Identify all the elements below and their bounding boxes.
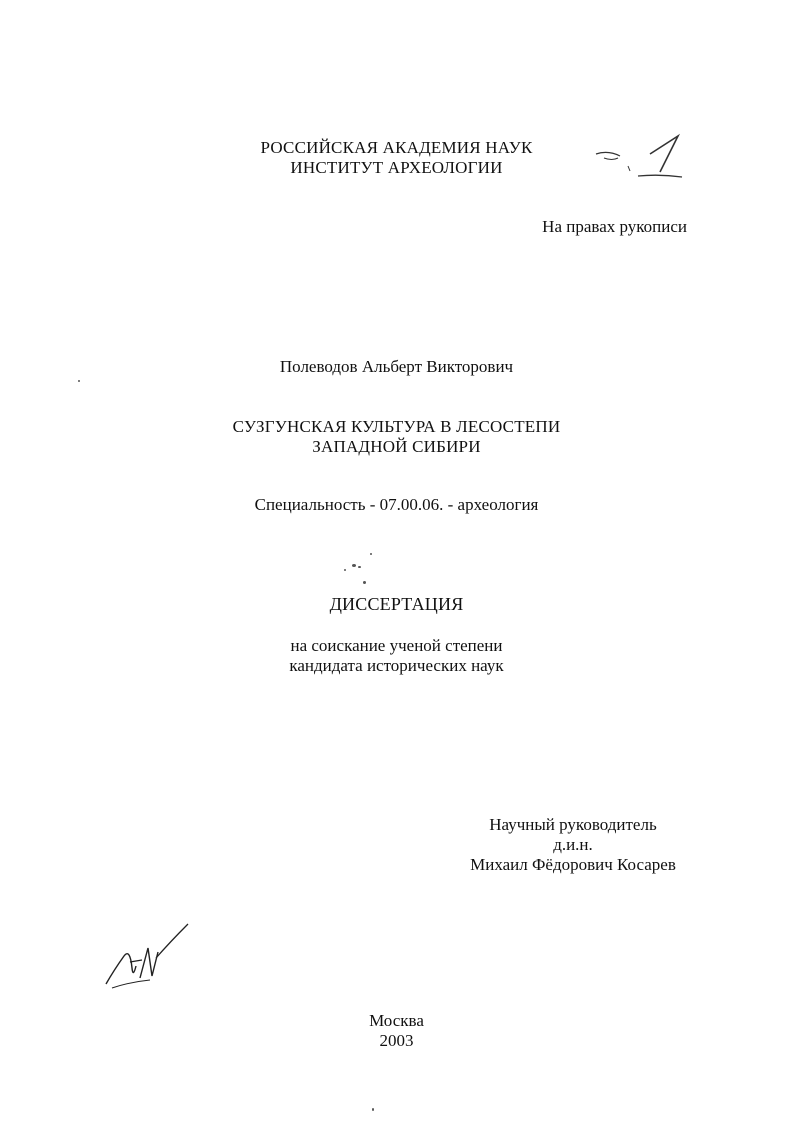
scan-speck bbox=[363, 581, 366, 584]
supervisor-role: Научный руководитель bbox=[489, 815, 657, 834]
city: Москва bbox=[369, 1011, 424, 1030]
degree-line2: кандидата исторических наук bbox=[289, 656, 504, 675]
degree-line1: на соискание ученой степени bbox=[290, 636, 503, 655]
dissertation-title-line2: ЗАПАДНОЙ СИБИРИ bbox=[312, 437, 481, 456]
handwritten-mark bbox=[590, 128, 690, 188]
document-type: ДИССЕРТАЦИЯ bbox=[329, 594, 464, 614]
handwritten-signature bbox=[100, 918, 200, 990]
supervisor-name: Михаил Фёдорович Косарев bbox=[470, 855, 676, 874]
institute-name: ИНСТИТУТ АРХЕОЛОГИИ bbox=[290, 158, 503, 177]
dissertation-title-line1: СУЗГУНСКАЯ КУЛЬТУРА В ЛЕСОСТЕПИ bbox=[232, 417, 561, 436]
supervisor-degree: д.и.н. bbox=[553, 835, 593, 854]
scan-speck bbox=[344, 569, 346, 571]
academy-name: РОССИЙСКАЯ АКАДЕМИЯ НАУК bbox=[260, 138, 533, 157]
author-name: Полеводов Альберт Викторович bbox=[279, 357, 514, 376]
scan-speck bbox=[372, 1108, 374, 1111]
scan-speck bbox=[352, 564, 356, 567]
year: 2003 bbox=[379, 1031, 414, 1050]
scan-speck bbox=[370, 553, 372, 555]
supervisor-block bbox=[460, 815, 686, 875]
specialty: Специальность - 07.00.06. - археология bbox=[254, 495, 539, 514]
scan-speck bbox=[78, 380, 80, 382]
rights-note: На правах рукописи bbox=[542, 217, 687, 236]
scan-speck bbox=[358, 566, 361, 568]
